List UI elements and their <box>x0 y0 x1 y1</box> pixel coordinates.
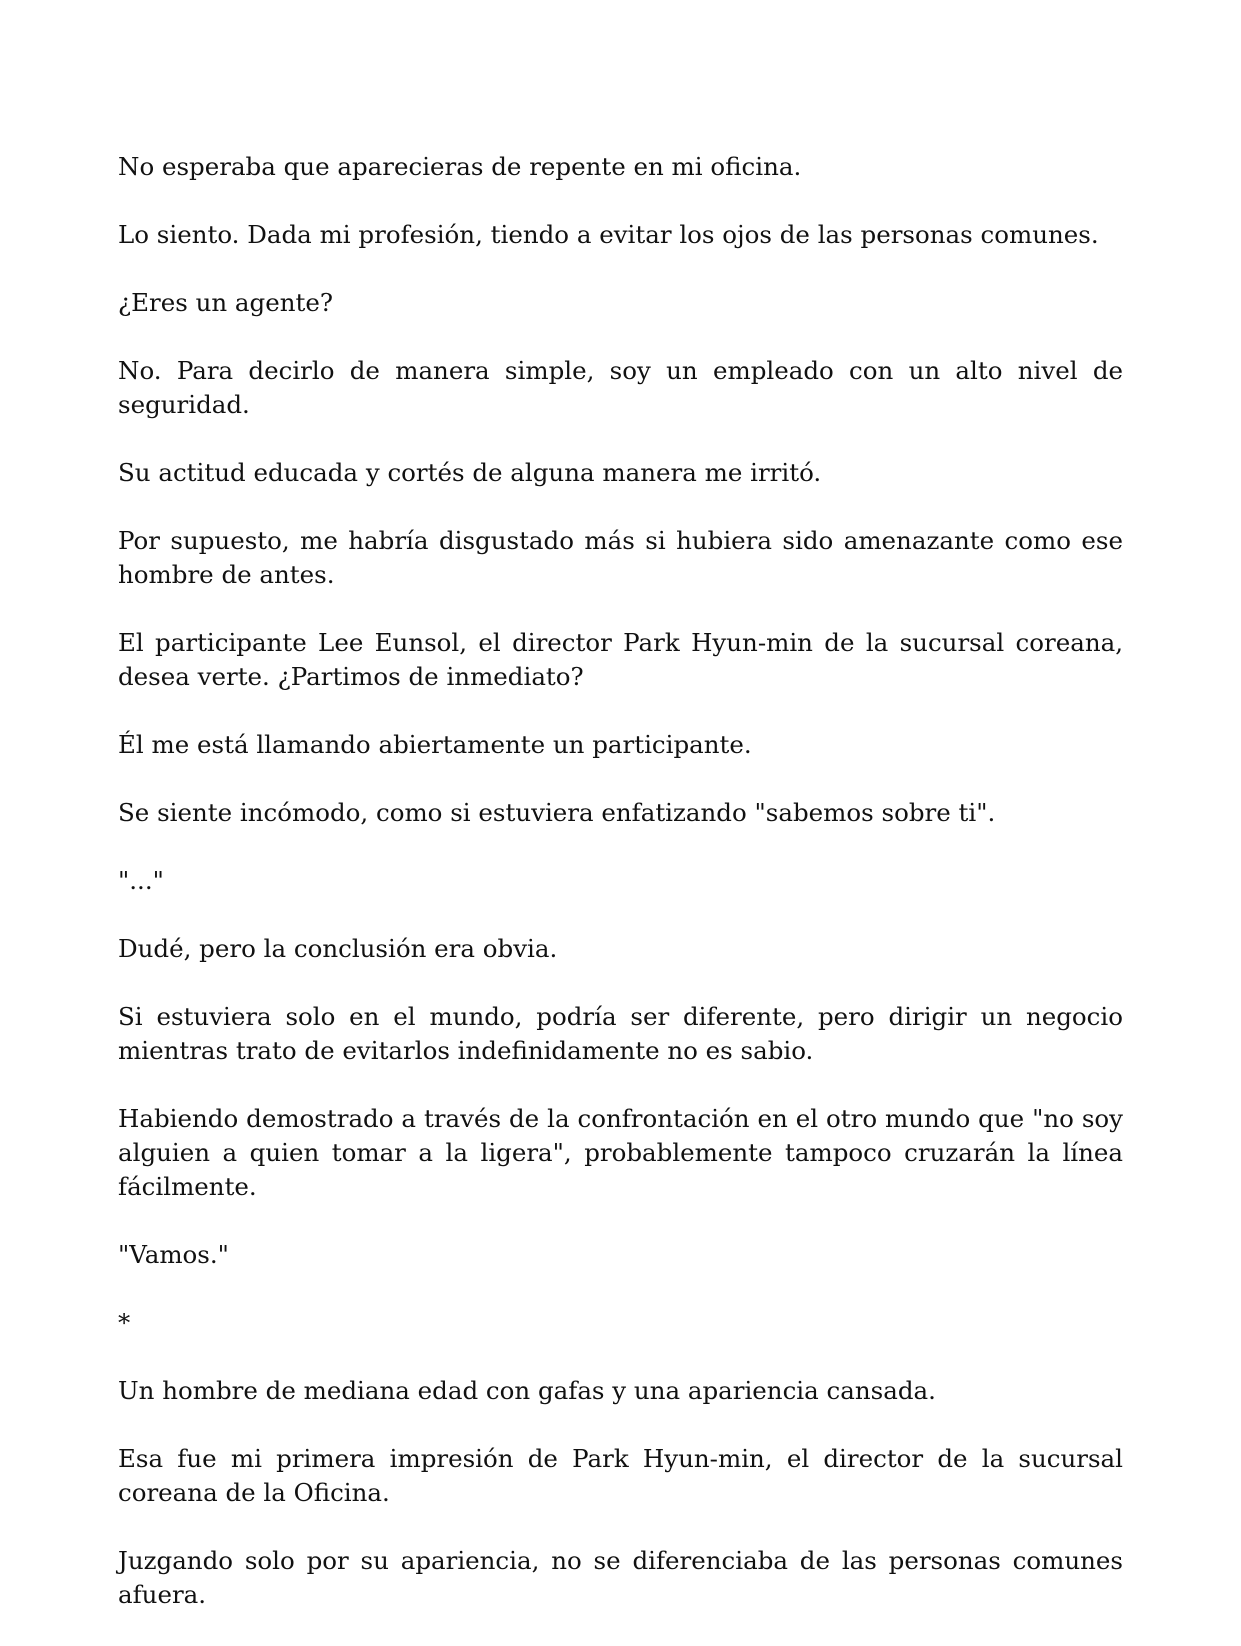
paragraph: Su actitud educada y cortés de alguna manera me irritó. <box>118 458 822 487</box>
paragraph: Se siente incómodo, como si estuviera enfatizando "sabemos sobre ti". <box>118 798 996 827</box>
paragraph: Si estuviera solo en el mundo, podría ser diferente, pero dirigir un negocio mientras trato de evitarlos indefinidamente no es sabio. <box>118 1002 1123 1065</box>
paragraph: No esperaba que aparecieras de repente en mi oficina. <box>118 152 802 181</box>
body-text <box>118 150 1123 1646</box>
paragraph: Habiendo demostrado a través de la confrontación en el otro mundo que "no soy alguien a quien tomar a la ligera", probablemente tampoco cruzarán la línea fácilmente. <box>118 1104 1123 1201</box>
paragraph: No. Para decirlo de manera simple, soy un empleado con un alto nivel de seguridad. <box>118 356 1123 419</box>
paragraph: Él me está llamando abiertamente un participante. <box>118 730 752 759</box>
paragraph: Por supuesto, me habría disgustado más si hubiera sido amenazante como ese hombre de antes. <box>118 526 1123 589</box>
paragraph: Lo siento. Dada mi profesión, tiendo a evitar los ojos de las personas comunes. <box>118 220 1099 249</box>
paragraph: ¿Eres un agente? <box>118 288 333 317</box>
scene-break: * <box>118 1308 131 1337</box>
paragraph: "Vamos." <box>118 1240 229 1269</box>
paragraph: Juzgando solo por su apariencia, no se diferenciaba de las personas comunes afuera. <box>118 1546 1123 1609</box>
paragraph: El participante Lee Eunsol, el director Park Hyun-min de la sucursal coreana, desea verte. ¿Partimos de inmediato? <box>118 628 1123 691</box>
paragraph: Esa fue mi primera impresión de Park Hyun-min, el director de la sucursal coreana de la Oficina. <box>118 1444 1123 1507</box>
paragraph: Dudé, pero la conclusión era obvia. <box>118 934 558 963</box>
paragraph: Un hombre de mediana edad con gafas y una apariencia cansada. <box>118 1376 936 1405</box>
paragraph: "..." <box>118 866 164 895</box>
